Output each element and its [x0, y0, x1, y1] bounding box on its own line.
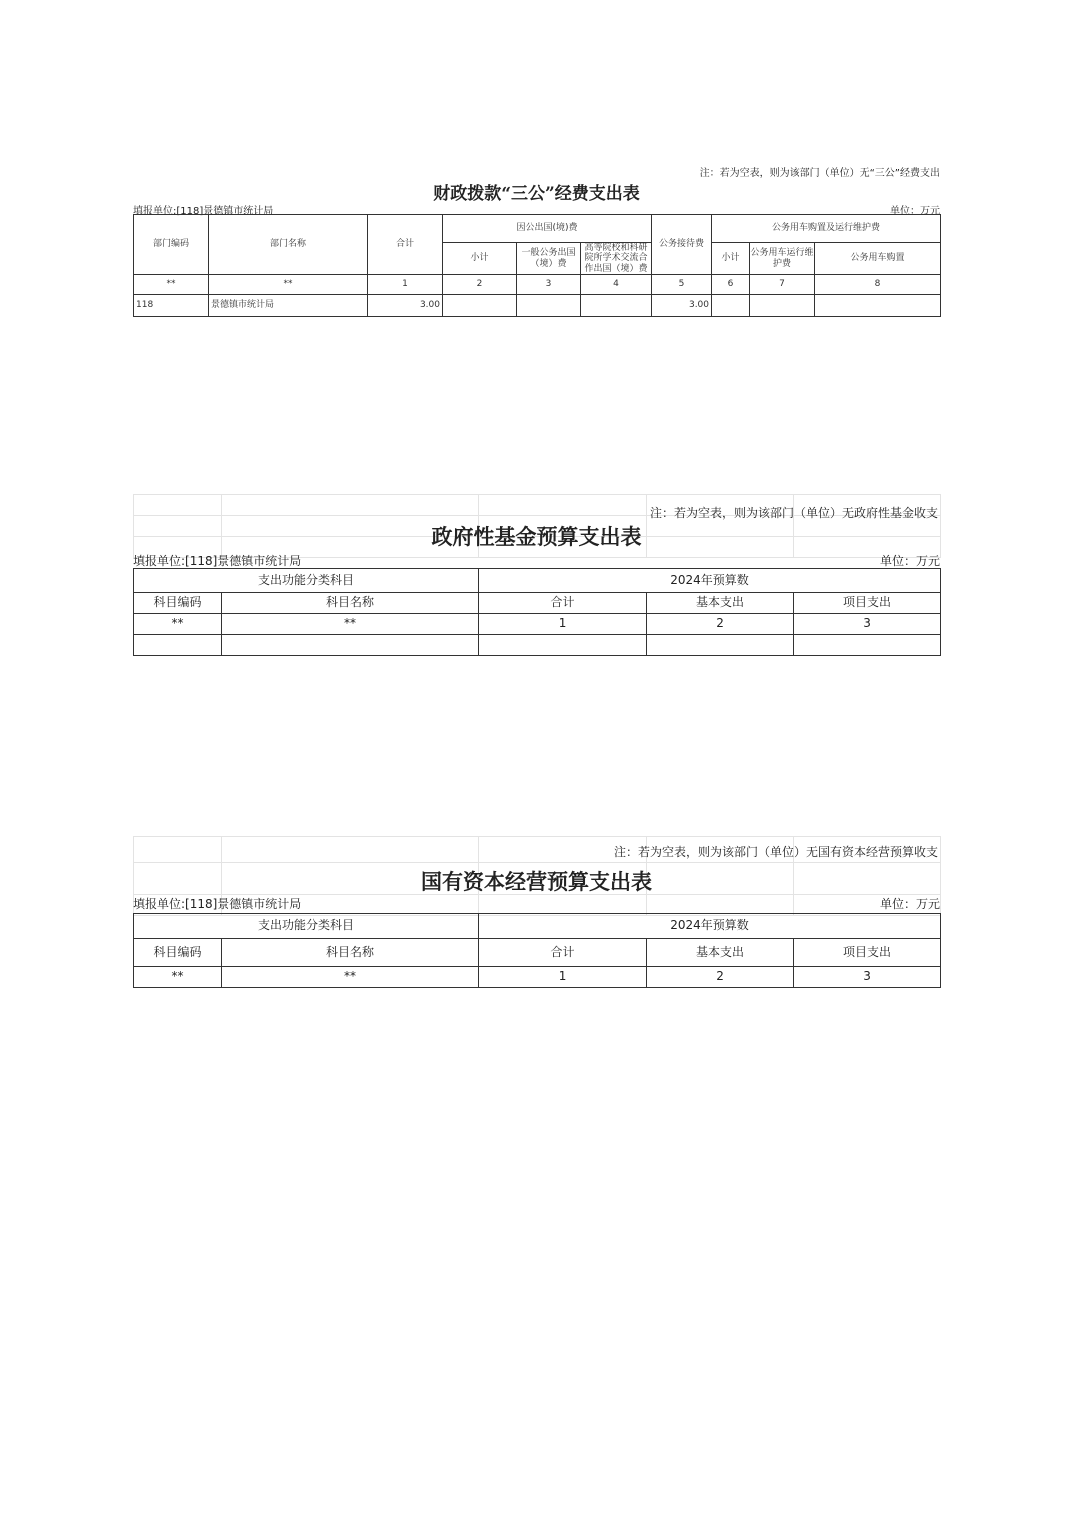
table-row [134, 635, 941, 656]
state-capital-section [133, 836, 940, 992]
header-vehicle-operation: 公务用车运行维护费 [750, 243, 815, 275]
row-vehicle-operation [750, 295, 815, 317]
index-cell: 3 [794, 614, 941, 635]
empty-cell [479, 635, 647, 656]
header-abroad-general: 一般公务出国（境）费 [517, 243, 581, 275]
row-total: 3.00 [368, 295, 443, 317]
empty-cell [134, 635, 222, 656]
table3-unit: 单位：万元 [879, 897, 940, 911]
header-vehicle-subtotal: 小计 [712, 243, 750, 275]
header-function-class: 支出功能分类科目 [134, 569, 479, 593]
header-code: 科目编码 [134, 593, 222, 614]
table2-unit: 单位：万元 [879, 554, 940, 568]
row-reception: 3.00 [652, 295, 712, 317]
header-abroad: 因公出国(境)费 [443, 215, 652, 243]
header-function-class: 支出功能分类科目 [134, 914, 479, 939]
row-abroad-academic [581, 295, 652, 317]
table2-note: 注：若为空表，则为该部门（单位）无政府性基金收支 [649, 506, 938, 520]
table-row [134, 295, 941, 317]
index-cell: 2 [647, 967, 794, 988]
row-abroad-general [517, 295, 581, 317]
table3-note: 注：若为空表，则为该部门（单位）无国有资本经营预算收支 [613, 845, 938, 859]
index-cell: 1 [479, 614, 647, 635]
header-project: 项目支出 [794, 593, 941, 614]
table3-filler-unit: 填报单位:[118]景德镇市统计局 [133, 897, 302, 911]
table1-note: 注：若为空表，则为该部门（单位）无“三公”经费支出 [699, 168, 940, 179]
table-row [134, 275, 941, 295]
index-cell: 5 [652, 275, 712, 295]
table-row [134, 967, 941, 988]
index-cell: ** [134, 614, 222, 635]
header-name: 科目名称 [222, 939, 479, 967]
header-budget: 2024年预算数 [479, 569, 941, 593]
table3-title: 国有资本经营预算支出表 [421, 869, 652, 894]
header-code: 科目编码 [134, 939, 222, 967]
header-vehicle-purchase: 公务用车购置 [815, 243, 941, 275]
state-capital-table [133, 913, 941, 988]
three-public-expenses-table [133, 214, 941, 317]
header-budget: 2024年预算数 [479, 914, 941, 939]
government-fund-section [133, 494, 940, 659]
table1-title: 财政拨款“三公”经费支出表 [433, 184, 640, 204]
header-vehicle: 公务用车购置及运行维护费 [712, 215, 941, 243]
index-cell: ** [134, 967, 222, 988]
row-abroad-subtotal [443, 295, 517, 317]
header-name: 科目名称 [222, 593, 479, 614]
index-cell: ** [209, 275, 368, 295]
index-cell: 3 [794, 967, 941, 988]
header-dept-code: 部门编码 [134, 215, 209, 275]
table1-unit: 单位：万元 [890, 206, 940, 217]
index-cell: 4 [581, 275, 652, 295]
header-basic: 基本支出 [647, 593, 794, 614]
index-cell: 8 [815, 275, 941, 295]
header-abroad-academic: 高等院校和科研院所学术交流合作出国（境）费 [581, 243, 652, 275]
header-total: 合计 [479, 939, 647, 967]
government-fund-table [133, 568, 941, 656]
three-public-expenses-section [133, 162, 940, 318]
row-vehicle-purchase [815, 295, 941, 317]
empty-cell [794, 635, 941, 656]
index-cell: 1 [368, 275, 443, 295]
row-dept-name: 景德镇市统计局 [209, 295, 368, 317]
header-dept-name: 部门名称 [209, 215, 368, 275]
index-cell: 2 [443, 275, 517, 295]
index-cell: ** [222, 967, 479, 988]
index-cell: 2 [647, 614, 794, 635]
index-cell: ** [222, 614, 479, 635]
table2-filler-unit: 填报单位:[118]景德镇市统计局 [133, 554, 302, 568]
header-abroad-subtotal: 小计 [443, 243, 517, 275]
index-cell: 7 [750, 275, 815, 295]
table1-filler-unit: 填报单位:[118]景德镇市统计局 [133, 206, 274, 217]
header-project: 项目支出 [794, 939, 941, 967]
index-cell: 6 [712, 275, 750, 295]
header-total: 合计 [479, 593, 647, 614]
index-cell: 1 [479, 967, 647, 988]
row-vehicle-subtotal [712, 295, 750, 317]
table2-title: 政府性基金预算支出表 [431, 524, 642, 549]
table-row [134, 614, 941, 635]
header-total: 合计 [368, 215, 443, 275]
empty-cell [222, 635, 479, 656]
header-basic: 基本支出 [647, 939, 794, 967]
row-dept-code: 118 [134, 295, 209, 317]
index-cell: ** [134, 275, 209, 295]
index-cell: 3 [517, 275, 581, 295]
empty-cell [647, 635, 794, 656]
header-reception: 公务接待费 [652, 215, 712, 275]
